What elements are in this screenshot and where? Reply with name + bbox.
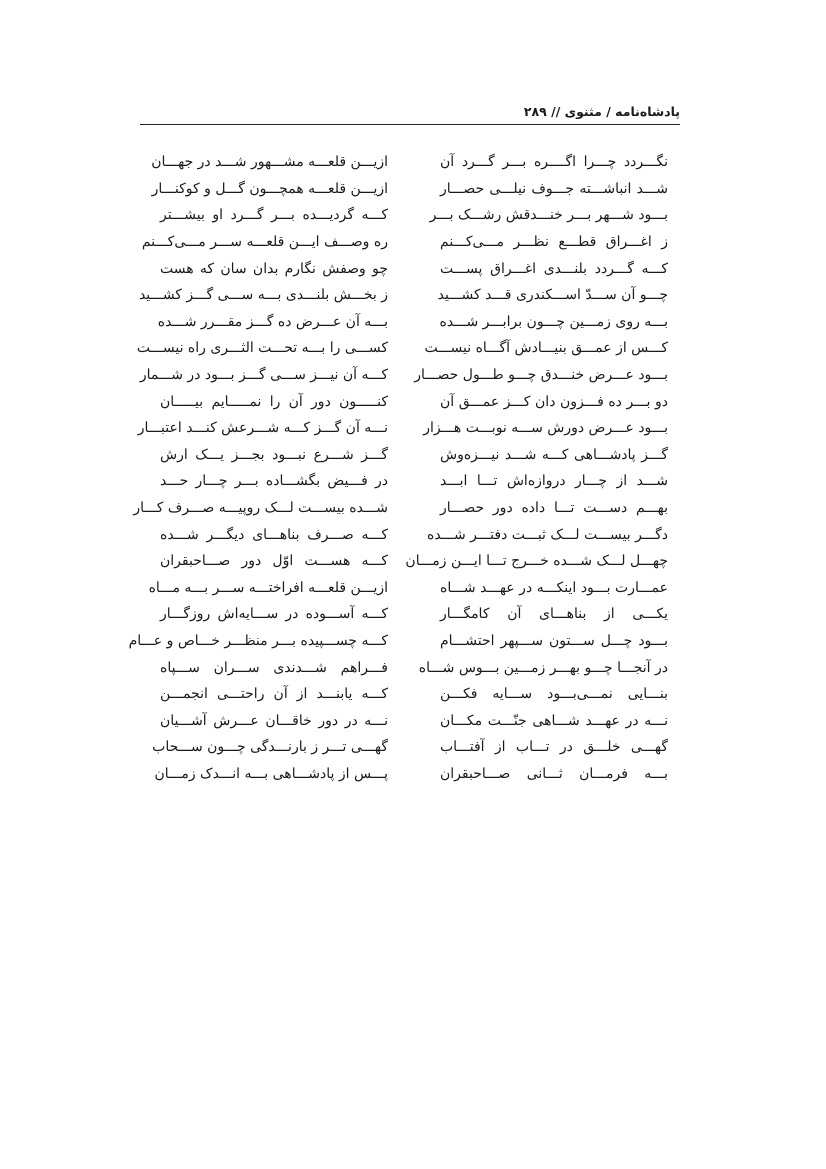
hemistich-left: کنـــــون دور آن را نمـــــایم بیـــــان bbox=[160, 393, 388, 410]
hemistich-right: گـــز پادشـــاهی کـــه شـــد نیـــزه‌وش bbox=[440, 446, 668, 463]
poem-body bbox=[128, 149, 668, 787]
hemistich-right: عمـــارت بـــود اینکـــه در عهـــد شـــاه bbox=[440, 579, 668, 596]
couplet bbox=[136, 335, 668, 362]
couplet bbox=[128, 628, 668, 655]
hemistich-right: در آنجـــا چـــو بهـــر زمـــین بـــوس شـــاه bbox=[418, 659, 668, 676]
hemistich-left: شـــده بیســـت لـــک روپیـــه صـــرف کـــار bbox=[133, 500, 388, 517]
hemistich-right: بـــه روی زمـــین چـــون برابـــر شـــده bbox=[439, 313, 668, 330]
hemistich-right: بـــود عـــرض دورش ســـه نوبـــت هـــزار bbox=[423, 420, 668, 437]
hemistich-left: ازیـــن قلعـــه مشـــهور شـــد در جهـــان bbox=[151, 154, 388, 171]
couplet bbox=[157, 309, 668, 336]
hemistich-right: بـــود شـــهر بـــر خنـــدقش رشـــک بـــر bbox=[429, 207, 668, 224]
hemistich-left: نـــه آن گـــز کـــه شـــرعش کنـــد اعتبـــار bbox=[137, 420, 388, 437]
hemistich-right: کـــه گـــردد بلنـــدی اغـــراق پســـت bbox=[440, 260, 668, 277]
couplet bbox=[148, 575, 668, 602]
couplet bbox=[154, 761, 668, 788]
hemistich-right: چهـــل لـــک شـــده خـــرج تـــا ایـــن زمـــان bbox=[405, 553, 668, 570]
hemistich-right: بـــود عـــرض خنـــدق چـــو طـــول حصـــار bbox=[414, 367, 668, 384]
hemistich-left: بـــه آن عـــرض ده گـــز مقـــرر شـــده bbox=[157, 313, 388, 330]
hemistich-left: کـــه گردیـــده بـــر گـــرد او بیشـــتر bbox=[160, 207, 388, 224]
couplet bbox=[160, 202, 668, 229]
hemistich-left: کســـی را بـــه تحـــت الثـــری راه نیســـت bbox=[136, 340, 388, 357]
hemistich-left: کـــه چســـپیده بـــر منظـــر خـــاص و عـــام bbox=[128, 632, 388, 649]
hemistich-right: بـــه فرمـــان ثـــانی صـــاحبقران bbox=[440, 765, 668, 782]
hemistich-right: شـــد از چـــار دروازه‌اش تـــا ابـــد bbox=[440, 473, 668, 490]
hemistich-left: کـــه هســـت اوّل دور صـــاحبقران bbox=[160, 553, 388, 570]
couplet bbox=[160, 707, 668, 734]
couplet bbox=[137, 415, 668, 442]
hemistich-left: ازیـــن قلعـــه افراختـــه ســـر بـــه مـــاه bbox=[148, 579, 388, 596]
couplet bbox=[151, 176, 668, 203]
hemistich-left: پـــس از پادشـــاهی بـــه انـــدک زمـــان bbox=[154, 765, 388, 782]
couplet bbox=[133, 495, 668, 522]
hemistich-left: گهـــی تـــر ز بارنـــدگی چـــون ســـحاب bbox=[152, 739, 388, 756]
hemistich-right: نگـــردد چـــرا اگــــره بـــر گـــرد آن bbox=[440, 154, 668, 171]
hemistich-left: ره وصـــف ایـــن قلعـــه ســـر مـــی‌کـــنم bbox=[141, 234, 388, 251]
couplet bbox=[160, 601, 668, 628]
hemistich-right: دگـــر بیســـت لـــک ثبـــت دفتـــر شـــده bbox=[426, 526, 668, 543]
couplet bbox=[160, 681, 668, 708]
couplet bbox=[160, 548, 668, 575]
hemistich-right: دو بـــر ده فـــزون دان کـــز عمـــق آن bbox=[440, 393, 668, 410]
hemistich-right: نـــه در عهـــد شـــاهی جنّـــت مکـــان bbox=[440, 712, 668, 729]
hemistich-right: گهـــی خلـــق در تـــاب از آفتـــاب bbox=[440, 739, 668, 756]
hemistich-left: کـــه آن نیـــز ســـی گـــز بـــود در شـــمار bbox=[139, 367, 388, 384]
hemistich-right: شـــد انباشـــته جـــوف نیلـــی حصـــار bbox=[440, 180, 668, 197]
hemistich-right: ز اغـــراق قطـــع نظـــر مـــی‌کـــنم bbox=[440, 234, 668, 251]
header-rule bbox=[140, 124, 680, 125]
couplet bbox=[139, 362, 668, 389]
hemistich-left: کـــه یابنـــد از آن راحتـــی انجمـــن bbox=[160, 686, 388, 703]
hemistich-left: ازیـــن قلعـــه همچـــون گـــل و کوکنـــار bbox=[151, 180, 388, 197]
hemistich-left: نـــه در دور خاقـــان عـــرش آشـــیان bbox=[160, 712, 388, 729]
hemistich-right: یکـــی از بناهـــای آن کامگـــار bbox=[440, 606, 668, 623]
couplet bbox=[160, 442, 668, 469]
hemistich-left: گـــز شـــرع نبـــود بجـــز یـــک ارش bbox=[160, 446, 388, 463]
hemistich-right: بـــود چـــل ســـتون ســـپهر احتشـــام bbox=[440, 632, 668, 649]
hemistich-left: ز بخـــش بلنـــدی بـــه ســـی گـــز کشـــید bbox=[138, 287, 388, 304]
couplet bbox=[152, 734, 668, 761]
couplet bbox=[160, 255, 668, 282]
couplet bbox=[138, 282, 668, 309]
hemistich-right: کـــس از عمـــق بنیـــادش آگـــاه نیســـت bbox=[424, 340, 668, 357]
hemistich-left: کـــه صـــرف بناهـــای دیگـــر شـــده bbox=[160, 526, 388, 543]
hemistich-right: بنـــایی نمـــی‌بـــود ســـایه فکـــن bbox=[440, 686, 668, 703]
couplet bbox=[160, 388, 668, 415]
running-head: پادشاه‌نامه / مثنوی // ۲۸۹ bbox=[523, 104, 680, 119]
couplet bbox=[151, 149, 668, 176]
hemistich-right: بهـــم دســـت تـــا داده دور حصـــار bbox=[440, 500, 668, 517]
couplet bbox=[160, 654, 668, 681]
couplet bbox=[160, 468, 668, 495]
hemistich-left: فـــراهم شـــدندی ســـران ســـپاه bbox=[160, 659, 388, 676]
hemistich-left: در فـــیض بگشـــاده بـــر چـــار حـــد bbox=[160, 473, 388, 490]
couplet bbox=[160, 521, 668, 548]
hemistich-left: کـــه آســـوده در ســـایه‌اش روزگـــار bbox=[160, 606, 388, 623]
hemistich-right: چـــو آن ســـدّ اســـکندری قـــد کشـــید bbox=[437, 287, 668, 304]
couplet bbox=[141, 229, 668, 256]
hemistich-left: چو وصفش نگارم بدان سان که هست bbox=[160, 260, 388, 277]
